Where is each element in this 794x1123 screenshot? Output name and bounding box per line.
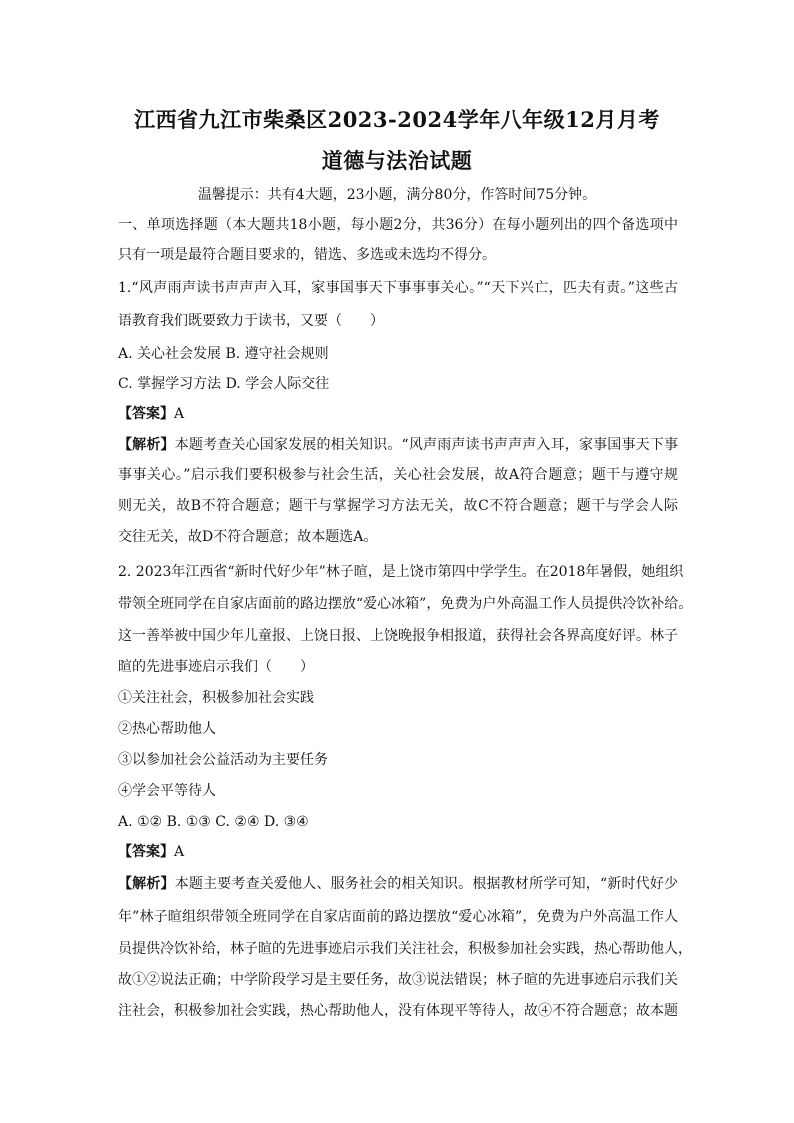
q2-analysis-line: 注社会，积极参加社会实践，热心帮助他人，没有体现平等待人，故④不符合题意；故本题	[118, 1003, 678, 1019]
q1-stem-line: 语教育我们既要致力于读书，又要（ ）	[118, 313, 384, 329]
answer-label: 【答案】	[118, 844, 174, 860]
analysis-text: 本题主要考查关爱他人、服务社会的相关知识。根据教材所学可知，“新时代好少	[174, 876, 679, 892]
q1-analysis-line: 事事关心。”启示我们要积极参与社会生活，关心社会发展，故A符合题意；题干与遵守规	[118, 467, 678, 483]
analysis-label: 【解析】	[118, 876, 175, 892]
q2-statement: ④学会平等待人	[118, 783, 216, 799]
answer-label: 【答案】	[118, 406, 174, 422]
q1-options-line: A. 关心社会发展 B. 遵守社会规则	[118, 346, 329, 362]
exam-notice: 温馨提示：共有4大题，23小题，满分80分，作答时间75分钟。	[197, 187, 597, 203]
q2-options: A. ①② B. ①③ C. ②④ D. ③④	[118, 814, 309, 830]
q2-stem-line: 带领全班同学在自家店面前的路边摆放“爱心冰箱”，免费为户外高温工作人员提供冷饮补给。	[118, 596, 693, 612]
analysis-text: 本题考查关心国家发展的相关知识。“风声雨声读书声声声入耳，家事国事天下事	[174, 437, 679, 453]
q2-analysis-line: 员提供冷饮补给，林子暄的先进事迹启示我们关注社会，积极参加社会实践，热心帮助他人，	[118, 941, 692, 957]
q1-analysis-line: 交往无关，故D不符合题意；故本题选A。	[118, 529, 378, 545]
q2-statement: ③以参加社会公益活动为主要任务	[118, 752, 328, 768]
analysis-label: 【解析】	[118, 437, 175, 453]
q2-stem-line: 2. 2023年江西省“新时代好少年”林子暄，是上饶市第四中学学生。在2018年暑假，她组织	[118, 564, 684, 580]
q2-analysis-line	[118, 875, 678, 893]
q1-analysis-line: 则无关，故B不符合题意；题干与掌握学习方法无关，故C不符合题意；题干与学会人际	[118, 498, 678, 514]
q2-statement: ①关注社会，积极参加社会实践	[118, 690, 314, 706]
document-subtitle: 道德与法治试题	[321, 148, 473, 173]
section-intro-line: 一、单项选择题（本大题共18小题，每小题2分，共36分）在每小题列出的四个备选项中	[118, 217, 678, 233]
answer-value: A	[174, 844, 185, 860]
q1-answer	[118, 405, 678, 423]
q2-analysis-line: 年”林子暄组织带领全班同学在自家店面前的路边摆放“爱心冰箱”，免费为户外高温工作人	[118, 909, 678, 925]
section-intro-line: 只有一项是最符合题目要求的，错选、多选或未选均不得分。	[118, 247, 496, 263]
q1-stem-line: 1.“风声雨声读书声声声入耳，家事国事天下事事事关心。”“天下兴亡，匹夫有责。”这些古	[118, 280, 678, 296]
q2-statement: ②热心帮助他人	[118, 721, 216, 737]
q2-stem-line: 这一善举被中国少年儿童报、上饶日报、上饶晚报争相报道，获得社会各界高度好评。林子	[118, 628, 678, 644]
q2-analysis-line: 故①②说法正确；中学阶段学习是主要任务，故③说法错误；林子暄的先进事迹启示我们关	[118, 972, 678, 988]
answer-value: A	[174, 406, 185, 422]
q1-options-line: C. 掌握学习方法 D. 学会人际交往	[118, 376, 330, 392]
document-title: 江西省九江市柴桑区2023-2024学年八年级12月月考	[134, 107, 660, 132]
q2-answer	[118, 843, 678, 861]
q2-stem-line: 暄的先进事迹启示我们（ ）	[118, 659, 314, 675]
q1-analysis-line	[118, 436, 678, 454]
